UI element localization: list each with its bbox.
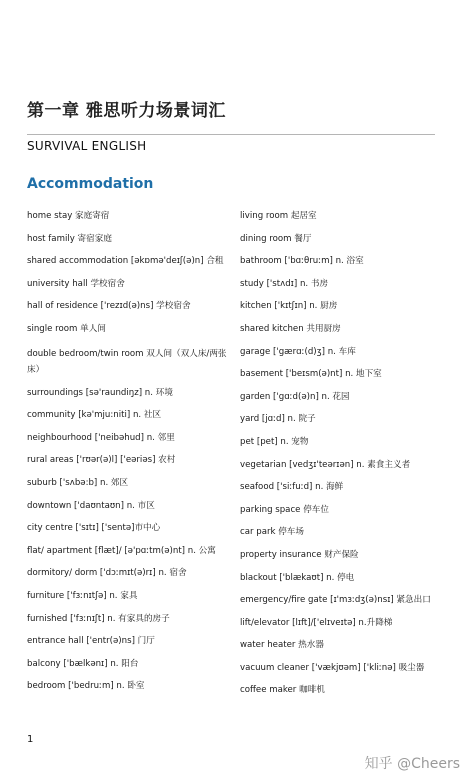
vocab-entry: coffee maker 咖啡机 — [240, 685, 325, 696]
vocab-entry: water heater 热水器 — [240, 640, 324, 651]
page-number: 1 — [27, 734, 34, 745]
vocab-entry: double bedroom/twin room 双人间（双人床/两张床） — [27, 348, 227, 375]
divider — [27, 134, 435, 135]
watermark: 知乎 @Cheers — [364, 756, 460, 772]
vocab-entry: shared kitchen 共用厨房 — [240, 323, 341, 334]
vocab-entry: host family 寄宿家庭 — [27, 233, 112, 244]
vocab-entry: garden ['gɑːd(ə)n] n. 花园 — [240, 391, 350, 402]
vocab-entry: seafood ['siːfuːd] n. 海鲜 — [240, 482, 344, 493]
vocab-entry: community [kə'mju:niti] n. 社区 — [27, 410, 162, 421]
vocab-entry: car park 停车场 — [240, 527, 305, 538]
vocab-entry: bedroom ['bedruːm] n. 卧室 — [27, 681, 145, 692]
vocab-entry: city centre ['sɪtɪ] ['sentə]市中心 — [27, 523, 161, 534]
vocab-entry: furniture ['fɜːnɪtʃə] n. 家具 — [27, 590, 138, 601]
vocab-entry: rural areas ['rʊər(ə)l] ['eəriəs] 农村 — [27, 455, 176, 466]
vocab-entry: yard [jɑːd] n. 院子 — [240, 414, 316, 425]
vocab-entry: dining room 餐厅 — [240, 233, 312, 244]
vocab-entry: study ['stʌdɪ] n. 书房 — [240, 278, 329, 289]
vocab-entry: garage ['gærɑː(d)ʒ] n. 车库 — [240, 346, 356, 357]
vocab-column-left — [27, 210, 232, 703]
vocab-entry: basement ['beɪsm(ə)nt] n. 地下室 — [240, 369, 382, 380]
vocab-entry: surroundings [sə'raundiŋz] n. 环境 — [27, 387, 173, 398]
vocab-entry: home stay 家庭寄宿 — [27, 211, 110, 221]
vocab-entry: shared accommodation [əkɒmə'deɪʃ(ə)n] 合租 — [27, 256, 224, 267]
vocab-entry: property insurance 财产保险 — [240, 549, 359, 560]
vocab-entry: entrance hall ['entr(ə)ns] 门厅 — [27, 636, 155, 647]
vocab-entry: vegetarian [vedʒɪ'teərɪən] n. 素食主义者 — [240, 459, 411, 470]
vocab-entry: emergency/fire gate [ɪ'mɜːdʒ(ə)nsɪ] 紧急出口 — [240, 595, 431, 606]
vocab-entry: flat/ apartment [flæt]/ [ə'pɑːtm(ə)nt] n. 公寓 — [27, 545, 216, 556]
vocab-column-right — [240, 210, 455, 707]
vocab-entry: suburb ['sʌbə:b] n. 郊区 — [27, 477, 129, 488]
vocab-entry: single room 单人间 — [27, 323, 106, 334]
vocab-entry: hall of residence ['rezɪd(ə)ns] 学校宿舍 — [27, 301, 191, 312]
vocab-entry: furnished ['fɜːnɪʃt] n. 有家具的房子 — [27, 613, 170, 624]
vocab-entry: balcony ['bælkənɪ] n. 阳台 — [27, 658, 139, 669]
vocab-entry: university hall 学校宿舍 — [27, 278, 125, 289]
section-title: SURVIVAL ENGLISH — [27, 139, 147, 153]
subsection-title: Accommodation — [27, 176, 154, 192]
vocab-entry: downtown ['daʊntaʊn] n. 市区 — [27, 500, 155, 511]
vocab-entry: blackout ['blækaʊt] n. 停电 — [240, 572, 355, 583]
vocab-entry: pet [pet] n. 宠物 — [240, 436, 309, 447]
vocab-entry: parking space 停车位 — [240, 504, 329, 515]
vocab-entry: bathroom ['bɑːθruːm] n. 浴室 — [240, 256, 364, 267]
vocab-entry: vacuum cleaner ['vækjʊəm] ['kliːnə] 吸尘器 — [240, 662, 425, 673]
vocab-entry: dormitory/ dorm ['dɔːmɪt(ə)rɪ] n. 宿舍 — [27, 568, 187, 579]
vocab-entry: kitchen ['kɪtʃɪn] n. 厨房 — [240, 301, 338, 312]
chapter-title: 第一章 雅思听力场景词汇 — [27, 101, 226, 121]
vocab-entry: neighbourhood ['neibəhud] n. 邻里 — [27, 432, 175, 443]
vocab-entry: living room 起居室 — [240, 211, 317, 221]
vocab-entry: lift/elevator [lɪft]/['elɪveɪtə] n.升降梯 — [240, 617, 393, 628]
